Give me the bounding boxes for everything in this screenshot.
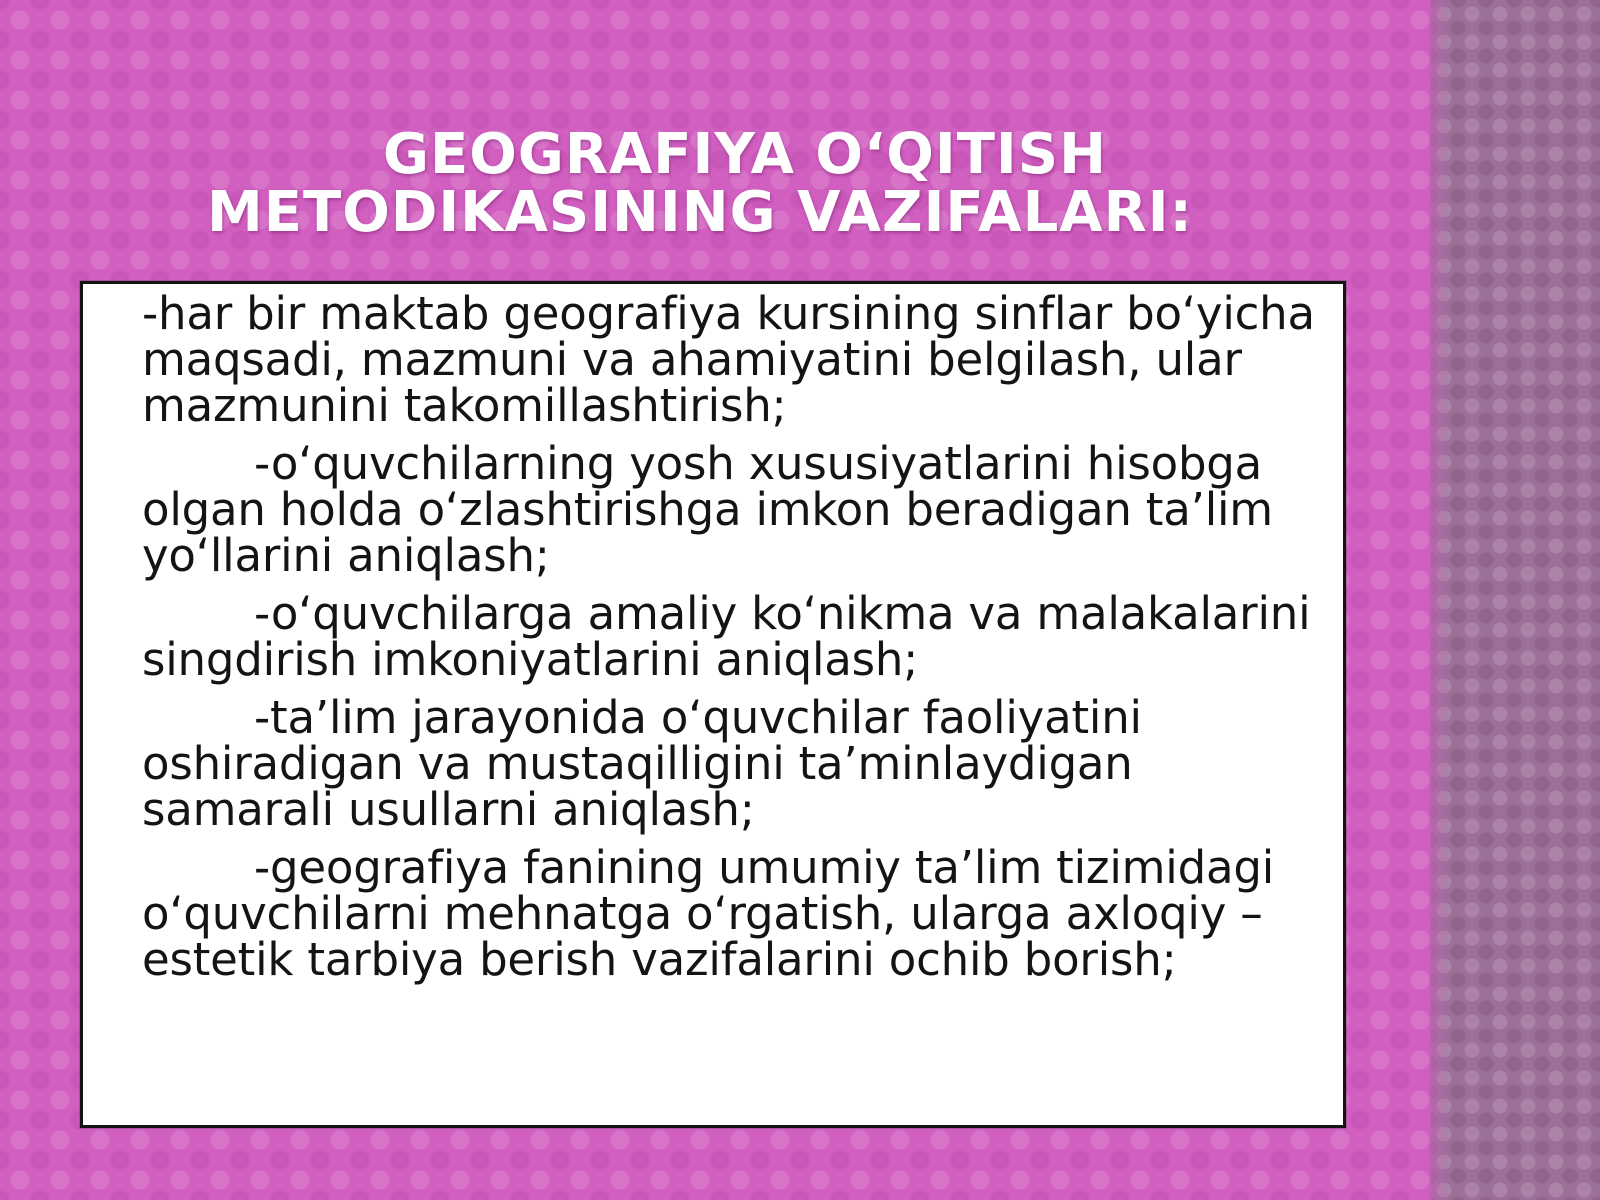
task-item-5: -geografiya fanining umumiy ta’lim tizimidagi o‘quvchilarni mehnatga o‘rgatish, ularga axloqiy – estetik tarbiya berish vazifalarini ochib borish; (142, 841, 1275, 986)
slide-title-line-2: METODIKASINING VAZIFALARI: (207, 180, 1193, 245)
task-item-1: -har bir maktab geografiya kursining sinflar bo‘yicha maqsadi, mazmuni va ahamiyatini belgilash, ular mazmunini takomillashtirish; (142, 287, 1315, 432)
task-item-2: -o‘quvchilarning yosh xususiyatlarini hisobga olgan holda o‘zlashtirishga imkon beradigan ta’lim yo‘llarini aniqlash; (142, 437, 1273, 582)
task-list (142, 287, 1327, 995)
task-item-4: -ta’lim jarayonida o‘quvchilar faoliyatini oshiradigan va mustaqilligini ta’minlaydigan samarali usullarni aniqlash; (142, 691, 1142, 836)
slide-title (200, 122, 1200, 245)
task-item-3: -o‘quvchilarga amaliy ko‘nikma va malakalarini singdirish imkoniyatlarini aniqlash; (142, 587, 1311, 686)
decorative-side-strip (1430, 0, 1600, 1200)
slide-title-line-1: GEOGRAFIYA O‘QITISH (383, 122, 1107, 187)
